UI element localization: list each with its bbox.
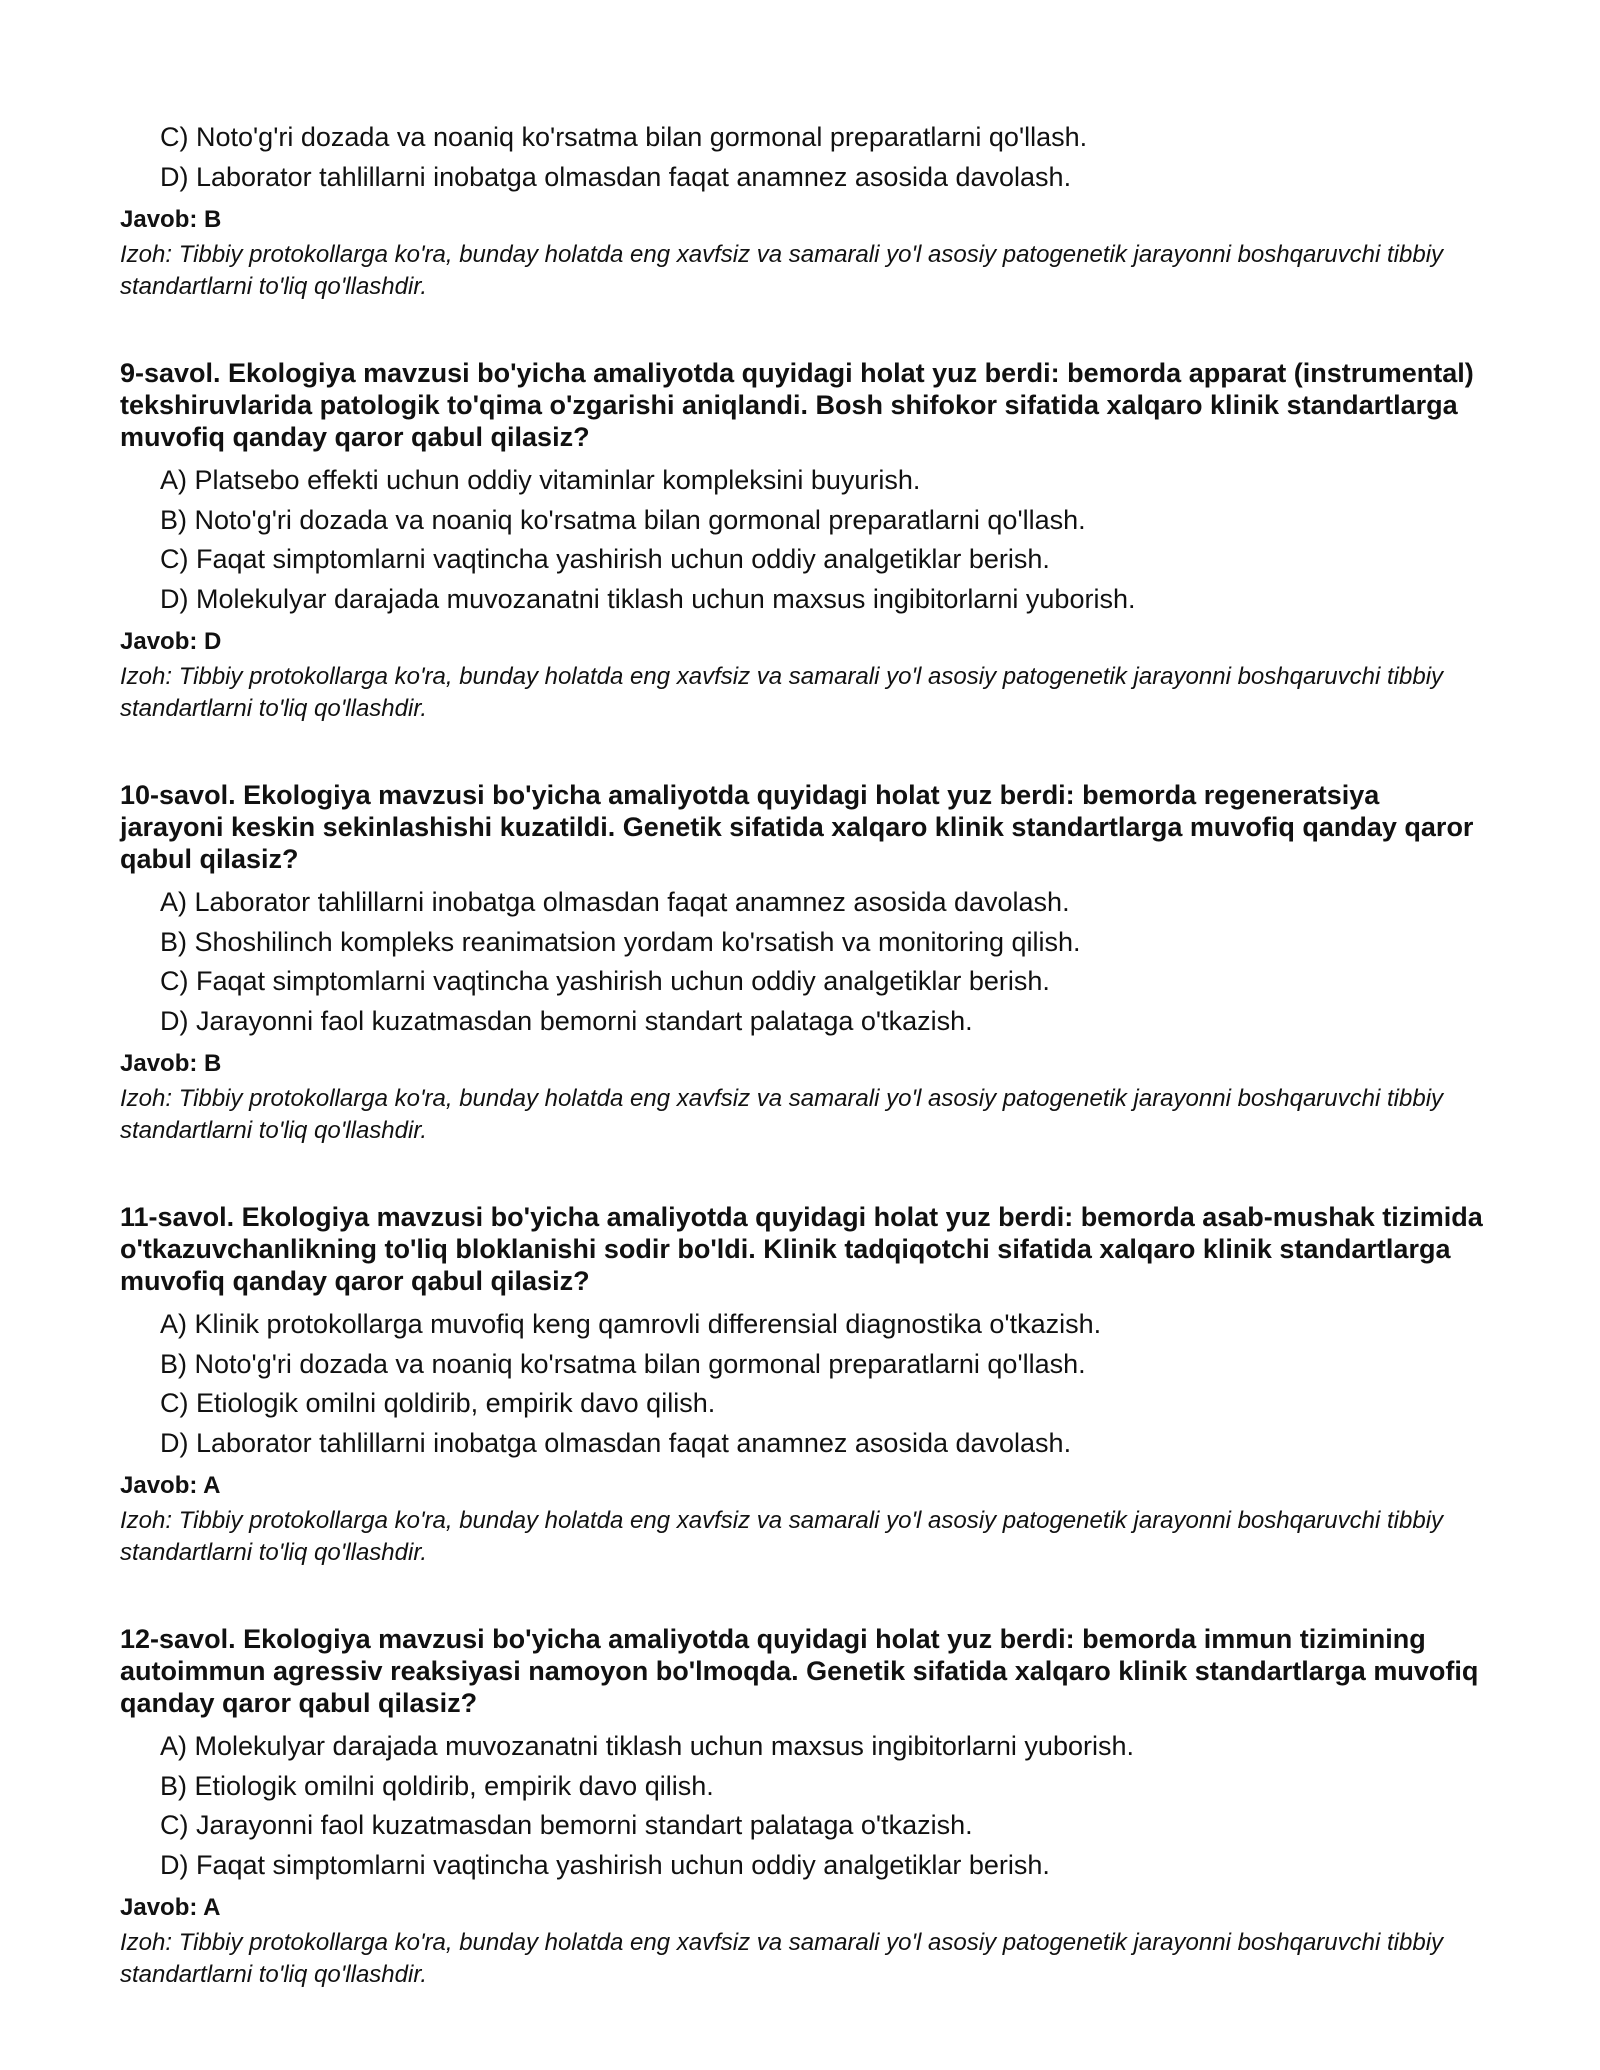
option-d: D) Laborator tahlillarni inobatga olmasdan faqat anamnez asosida davolash. bbox=[160, 1427, 1072, 1458]
question-block-9 bbox=[120, 357, 1490, 725]
question-text: 9-savol. Ekologiya mavzusi bo'yicha amaliyotda quyidagi holat yuz berdi: bemorda apparat (instrumental) tekshiruvlarida patologik to'qima o'zgarishi aniqlandi. Bosh shifokor sifatida xalqaro klinik standartlarga muvofiq qanday qaror qabul qilasiz? bbox=[120, 358, 1474, 452]
option-c: C) Noto'g'ri dozada va noaniq ko'rsatma bilan gormonal preparatlarni qo'llash. bbox=[160, 122, 1088, 152]
question-text: 10-savol. Ekologiya mavzusi bo'yicha amaliyotda quyidagi holat yuz berdi: bemorda regeneratsiya jarayoni keskin sekinlashishi kuzatildi. Genetik sifatida xalqaro klinik standartlarga muvofiq qanday qaror qabul qilasiz? bbox=[120, 780, 1474, 874]
option-c: C) Faqat simptomlarni vaqtincha yashirish uchun oddiy analgetiklar berish. bbox=[160, 544, 1050, 574]
options-list bbox=[120, 118, 1490, 197]
option-b: B) Noto'g'ri dozada va noaniq ko'rsatma bilan gormonal preparatlarni qo'llash. bbox=[160, 1348, 1086, 1379]
option-b: B) Noto'g'ri dozada va noaniq ko'rsatma bilan gormonal preparatlarni qo'llash. bbox=[160, 504, 1086, 535]
question-block-8 bbox=[120, 118, 1490, 303]
explanation-note: Izoh: Tibbiy protokollarga ko'ra, bunday holatda eng xavfsiz va samarali yo'l asosiy patogenetik jarayonni boshqaruvchi tibbiy standartlarni to'liq qo'llashdir. bbox=[120, 663, 1444, 722]
option-a: A) Platsebo effekti uchun oddiy vitaminlar kompleksini buyurish. bbox=[160, 465, 921, 495]
options-list bbox=[120, 461, 1490, 619]
option-d: D) Molekulyar darajada muvozanatni tiklash uchun maxsus ingibitorlarni yuborish. bbox=[160, 583, 1136, 614]
answer-line: Javob: B bbox=[120, 206, 222, 233]
option-d: D) Jarayonni faol kuzatmasdan bemorni standart palataga o'tkazish. bbox=[160, 1005, 973, 1036]
option-a: A) Laborator tahlillarni inobatga olmasdan faqat anamnez asosida davolash. bbox=[160, 887, 1070, 917]
answer-line: Javob: A bbox=[120, 1472, 221, 1499]
explanation-note: Izoh: Tibbiy protokollarga ko'ra, bunday holatda eng xavfsiz va samarali yo'l asosiy patogenetik jarayonni boshqaruvchi tibbiy standartlarni to'liq qo'llashdir. bbox=[120, 1085, 1444, 1144]
answer-line: Javob: D bbox=[120, 628, 222, 655]
option-a: A) Molekulyar darajada muvozanatni tiklash uchun maxsus ingibitorlarni yuborish. bbox=[160, 1731, 1134, 1761]
option-c: C) Etiologik omilni qoldirib, empirik davo qilish. bbox=[160, 1388, 716, 1418]
answer-line: Javob: B bbox=[120, 1050, 222, 1077]
options-list bbox=[120, 1305, 1490, 1463]
options-list bbox=[120, 883, 1490, 1041]
question-block-10 bbox=[120, 779, 1490, 1147]
option-d: D) Faqat simptomlarni vaqtincha yashirish uchun oddiy analgetiklar berish. bbox=[160, 1849, 1050, 1880]
options-list bbox=[120, 1727, 1490, 1885]
option-c: C) Jarayonni faol kuzatmasdan bemorni standart palataga o'tkazish. bbox=[160, 1810, 973, 1840]
option-a: A) Klinik protokollarga muvofiq keng qamrovli differensial diagnostika o'tkazish. bbox=[160, 1309, 1102, 1339]
explanation-note: Izoh: Tibbiy protokollarga ko'ra, bunday holatda eng xavfsiz va samarali yo'l asosiy patogenetik jarayonni boshqaruvchi tibbiy standartlarni to'liq qo'llashdir. bbox=[120, 1929, 1444, 1988]
question-text: 11-savol. Ekologiya mavzusi bo'yicha amaliyotda quyidagi holat yuz berdi: bemorda asab-mushak tizimida o'tkazuvchanlikning to'liq bloklanishi sodir bo'ldi. Klinik tadqiqotchi sifatida xalqaro klinik standartlarga muvofiq qanday qaror qabul qilasiz? bbox=[120, 1202, 1483, 1296]
document-page bbox=[120, 118, 1490, 2045]
question-block-11 bbox=[120, 1201, 1490, 1569]
option-b: B) Shoshilinch kompleks reanimatsion yordam ko'rsatish va monitoring qilish. bbox=[160, 926, 1081, 957]
option-b: B) Etiologik omilni qoldirib, empirik davo qilish. bbox=[160, 1770, 714, 1801]
option-c: C) Faqat simptomlarni vaqtincha yashirish uchun oddiy analgetiklar berish. bbox=[160, 966, 1050, 996]
question-block-12 bbox=[120, 1623, 1490, 1991]
answer-line: Javob: A bbox=[120, 1894, 221, 1921]
explanation-note: Izoh: Tibbiy protokollarga ko'ra, bunday holatda eng xavfsiz va samarali yo'l asosiy patogenetik jarayonni boshqaruvchi tibbiy standartlarni to'liq qo'llashdir. bbox=[120, 1507, 1444, 1566]
question-text: 12-savol. Ekologiya mavzusi bo'yicha amaliyotda quyidagi holat yuz berdi: bemorda immun tizimining autoimmun agressiv reaksiyasi namoyon bo'lmoqda. Genetik sifatida xalqaro klinik standartlarga muvofiq qanday qaror qabul qilasiz? bbox=[120, 1624, 1479, 1718]
explanation-note: Izoh: Tibbiy protokollarga ko'ra, bunday holatda eng xavfsiz va samarali yo'l asosiy patogenetik jarayonni boshqaruvchi tibbiy standartlarni to'liq qo'llashdir. bbox=[120, 241, 1444, 300]
option-d: D) Laborator tahlillarni inobatga olmasdan faqat anamnez asosida davolash. bbox=[160, 161, 1072, 192]
